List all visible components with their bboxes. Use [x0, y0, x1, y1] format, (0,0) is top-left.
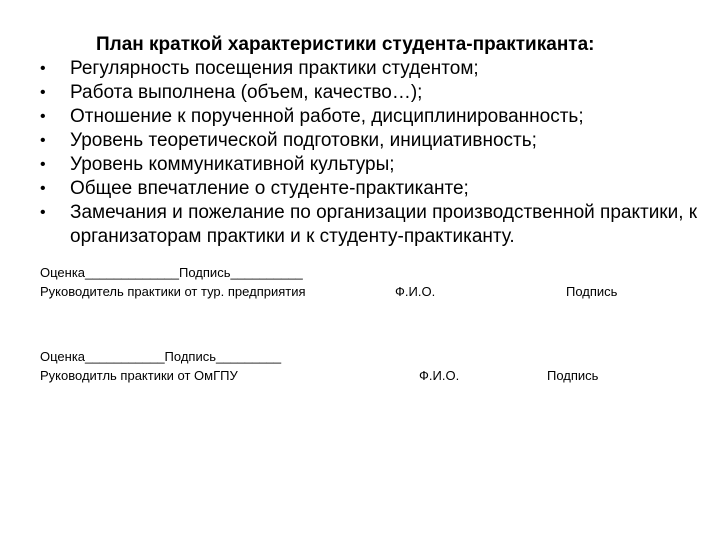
omgpu-sign-label: Подпись [547, 368, 599, 383]
criteria-item-theory [40, 129, 710, 153]
criteria-item-label: Общее впечатление о студенте-практиканте; [70, 178, 469, 199]
criteria-item-label: Уровень коммуникативной культуры; [70, 154, 395, 175]
criteria-item-communication [40, 153, 710, 177]
criteria-item-label: Работа выполнена (объем, качество…); [70, 82, 423, 103]
criteria-item-impression [40, 177, 710, 201]
criteria-item-label: Регулярность посещения практики студентом; [70, 58, 479, 79]
bullet-icon: • [40, 60, 46, 77]
criteria-list [40, 57, 710, 249]
tour-sign-label: Подпись [566, 284, 618, 299]
tour-fio-label: Ф.И.О. [395, 284, 436, 299]
criteria-item-work-done [40, 81, 710, 105]
plan-title: План краткой характеристики студента-практиканта: [96, 34, 595, 55]
bullet-icon: • [40, 108, 46, 125]
bullet-icon: • [40, 204, 46, 221]
criteria-item-label: Отношение к порученной работе, дисциплинированность; [70, 106, 584, 127]
criteria-item-label: Замечания и пожелание по организации производственной практики, к организаторам практики и к студенту-практиканту. [70, 202, 698, 247]
criteria-item-attitude [40, 105, 710, 129]
bullet-icon: • [40, 180, 46, 197]
criteria-item-remarks [40, 201, 710, 249]
bullet-icon: • [40, 132, 46, 149]
criteria-item-label: Уровень теоретической подготовки, инициативность; [70, 130, 537, 151]
bullet-icon: • [40, 84, 46, 101]
omgpu-supervisor-label: Руководитль практики от ОмГПУ [40, 368, 238, 383]
omgpu-grade-signature-line: Оценка___________Подпись_________ [40, 349, 282, 364]
tour-grade-signature-line: Оценка_____________Подпись__________ [40, 265, 303, 280]
omgpu-fio-label: Ф.И.О. [419, 368, 460, 383]
tour-supervisor-label: Руководитель практики от тур. предприятия [40, 284, 306, 299]
criteria-item-attendance [40, 57, 710, 81]
bullet-icon: • [40, 156, 46, 173]
